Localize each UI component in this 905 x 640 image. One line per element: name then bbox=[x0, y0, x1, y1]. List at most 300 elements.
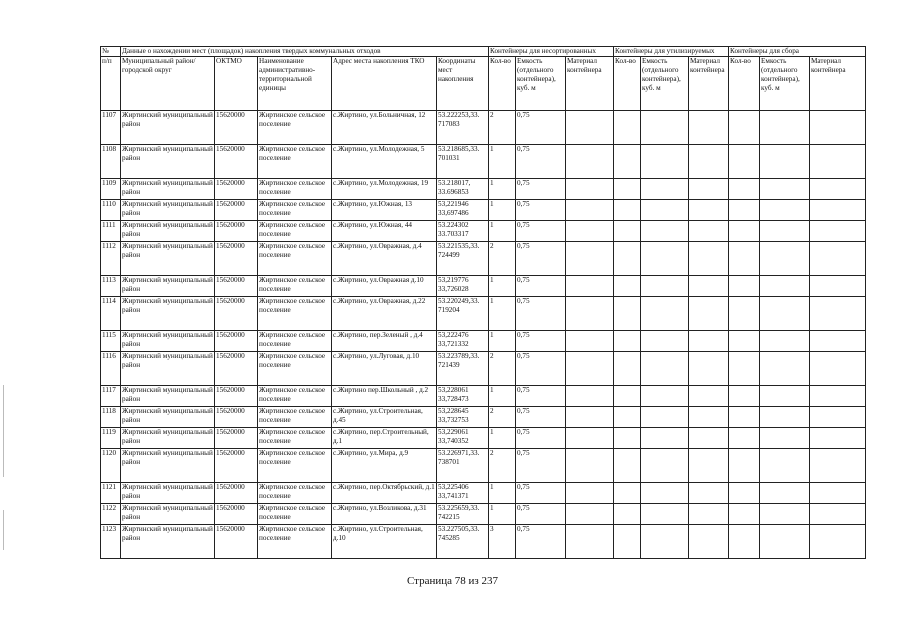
unsorted-material-cell bbox=[566, 449, 614, 483]
recycle-count-cell bbox=[614, 407, 641, 428]
header-unsorted-material: Материал контейнера bbox=[566, 57, 614, 111]
collect-material-cell bbox=[810, 297, 866, 331]
row-number: 1123 bbox=[101, 525, 121, 559]
collect-volume-cell bbox=[760, 242, 810, 276]
recycle-material-cell bbox=[689, 242, 729, 276]
scan-margin-mark bbox=[3, 385, 4, 477]
recycle-volume-cell bbox=[641, 352, 689, 386]
table-row bbox=[101, 504, 866, 525]
recycle-count-cell bbox=[614, 221, 641, 242]
recycle-volume-cell bbox=[641, 504, 689, 525]
unsorted-volume-cell: 0,75 bbox=[516, 504, 566, 525]
coordinates-cell: 53,221946 33,697486 bbox=[437, 200, 489, 221]
header-collect-volume: Емкость (отдельного контейнера), куб. м bbox=[760, 57, 810, 111]
admin-unit-cell: Жиртинское сельское поселение bbox=[258, 504, 332, 525]
table-row bbox=[101, 276, 866, 297]
collect-count-cell bbox=[729, 242, 760, 276]
collect-material-cell bbox=[810, 221, 866, 242]
district-cell: Жиртинский муниципальный район bbox=[121, 200, 215, 221]
address-cell: с.Жиртино, ул.Южная, 13 bbox=[332, 200, 437, 221]
collect-volume-cell bbox=[760, 297, 810, 331]
admin-unit-cell: Жиртинское сельское поселение bbox=[258, 483, 332, 504]
recycle-material-cell bbox=[689, 352, 729, 386]
address-cell: с.Жиртино, ул.Овражная д.10 bbox=[332, 276, 437, 297]
collect-count-cell bbox=[729, 352, 760, 386]
address-cell: с.Жиртино, ул.Молодежная, 5 bbox=[332, 145, 437, 179]
unsorted-count-cell: 1 bbox=[489, 221, 516, 242]
unsorted-material-cell bbox=[566, 242, 614, 276]
admin-unit-cell: Жиртинское сельское поселение bbox=[258, 200, 332, 221]
collect-material-cell bbox=[810, 179, 866, 200]
unsorted-volume-cell: 0,75 bbox=[516, 525, 566, 559]
address-cell: с.Жиртино, ул.Мира, д.9 bbox=[332, 449, 437, 483]
admin-unit-cell: Жиртинское сельское поселение bbox=[258, 145, 332, 179]
unsorted-material-cell bbox=[566, 331, 614, 352]
address-cell: с.Жиртино, ул.Строительная, д.10 bbox=[332, 525, 437, 559]
collect-count-cell bbox=[729, 386, 760, 407]
row-number: 1118 bbox=[101, 407, 121, 428]
header-unsorted-count: Кол-во bbox=[489, 57, 516, 111]
oktmo-cell: 15620000 bbox=[215, 407, 258, 428]
table-row bbox=[101, 111, 866, 145]
collect-material-cell bbox=[810, 242, 866, 276]
unsorted-material-cell bbox=[566, 386, 614, 407]
admin-unit-cell: Жиртинское сельское поселение bbox=[258, 297, 332, 331]
header-row-columns bbox=[101, 57, 866, 111]
collect-material-cell bbox=[810, 276, 866, 297]
unsorted-volume-cell: 0,75 bbox=[516, 331, 566, 352]
recycle-count-cell bbox=[614, 386, 641, 407]
unsorted-volume-cell: 0,75 bbox=[516, 145, 566, 179]
unsorted-count-cell: 2 bbox=[489, 111, 516, 145]
row-number: 1107 bbox=[101, 111, 121, 145]
unsorted-material-cell bbox=[566, 276, 614, 297]
recycle-volume-cell bbox=[641, 428, 689, 449]
recycle-material-cell bbox=[689, 200, 729, 221]
unsorted-material-cell bbox=[566, 145, 614, 179]
unsorted-volume-cell: 0,75 bbox=[516, 386, 566, 407]
unsorted-volume-cell: 0,75 bbox=[516, 449, 566, 483]
table-header bbox=[101, 47, 866, 111]
collect-volume-cell bbox=[760, 352, 810, 386]
recycle-volume-cell bbox=[641, 297, 689, 331]
header-collect-count: Кол-во bbox=[729, 57, 760, 111]
unsorted-volume-cell: 0,75 bbox=[516, 407, 566, 428]
row-number: 1116 bbox=[101, 352, 121, 386]
collect-volume-cell bbox=[760, 200, 810, 221]
header-district: Муниципальный район/городской округ bbox=[121, 57, 215, 111]
row-number: 1121 bbox=[101, 483, 121, 504]
admin-unit-cell: Жиртинское сельское поселение bbox=[258, 407, 332, 428]
recycle-count-cell bbox=[614, 525, 641, 559]
coordinates-cell: 53,228061 33,728473 bbox=[437, 386, 489, 407]
unsorted-material-cell bbox=[566, 504, 614, 525]
recycle-count-cell bbox=[614, 242, 641, 276]
oktmo-cell: 15620000 bbox=[215, 276, 258, 297]
admin-unit-cell: Жиртинское сельское поселение bbox=[258, 352, 332, 386]
collect-count-cell bbox=[729, 111, 760, 145]
address-cell: с.Жиртино, пер.Октябрьский, д.1 bbox=[332, 483, 437, 504]
collect-count-cell bbox=[729, 407, 760, 428]
unsorted-count-cell: 1 bbox=[489, 331, 516, 352]
recycle-count-cell bbox=[614, 504, 641, 525]
oktmo-cell: 15620000 bbox=[215, 200, 258, 221]
unsorted-volume-cell: 0,75 bbox=[516, 297, 566, 331]
coordinates-cell: 53.223789,33. 721439 bbox=[437, 352, 489, 386]
collect-volume-cell bbox=[760, 145, 810, 179]
unsorted-material-cell bbox=[566, 352, 614, 386]
oktmo-cell: 15620000 bbox=[215, 331, 258, 352]
recycle-material-cell bbox=[689, 386, 729, 407]
coordinates-cell: 53.218685,33. 701031 bbox=[437, 145, 489, 179]
row-number: 1108 bbox=[101, 145, 121, 179]
coordinates-cell: 53.225659,33. 742215 bbox=[437, 504, 489, 525]
recycle-count-cell bbox=[614, 428, 641, 449]
recycle-count-cell bbox=[614, 111, 641, 145]
collect-material-cell bbox=[810, 145, 866, 179]
recycle-material-cell bbox=[689, 276, 729, 297]
unsorted-count-cell: 1 bbox=[489, 297, 516, 331]
address-cell: с.Жиртино, ул.Молодежная, 19 bbox=[332, 179, 437, 200]
unsorted-material-cell bbox=[566, 407, 614, 428]
collect-count-cell bbox=[729, 145, 760, 179]
oktmo-cell: 15620000 bbox=[215, 221, 258, 242]
collect-count-cell bbox=[729, 179, 760, 200]
oktmo-cell: 15620000 bbox=[215, 449, 258, 483]
recycle-count-cell bbox=[614, 297, 641, 331]
address-cell: с.Жиртино, пер.Строительный, д.1 bbox=[332, 428, 437, 449]
recycle-volume-cell bbox=[641, 179, 689, 200]
table-row bbox=[101, 331, 866, 352]
recycle-volume-cell bbox=[641, 331, 689, 352]
district-cell: Жиртинский муниципальный район bbox=[121, 407, 215, 428]
coordinates-cell: 53.227505,33. 745285 bbox=[437, 525, 489, 559]
page-number: Страница 78 из 237 bbox=[406, 575, 499, 587]
recycle-volume-cell bbox=[641, 111, 689, 145]
table-row bbox=[101, 179, 866, 200]
collect-material-cell bbox=[810, 525, 866, 559]
recycle-volume-cell bbox=[641, 483, 689, 504]
recycle-material-cell bbox=[689, 525, 729, 559]
coordinates-cell: 53.220249,33. 719204 bbox=[437, 297, 489, 331]
coordinates-cell: 53.226971,33. 738701 bbox=[437, 449, 489, 483]
recycle-volume-cell bbox=[641, 221, 689, 242]
recycle-volume-cell bbox=[641, 145, 689, 179]
collect-count-cell bbox=[729, 449, 760, 483]
admin-unit-cell: Жиртинское сельское поселение bbox=[258, 386, 332, 407]
coordinates-cell: 53.224302 33.703317 bbox=[437, 221, 489, 242]
unsorted-count-cell: 2 bbox=[489, 407, 516, 428]
recycle-volume-cell bbox=[641, 276, 689, 297]
collect-count-cell bbox=[729, 504, 760, 525]
row-number: 1113 bbox=[101, 276, 121, 297]
unsorted-material-cell bbox=[566, 111, 614, 145]
header-recycle-count: Кол-во bbox=[614, 57, 641, 111]
admin-unit-cell: Жиртинское сельское поселение bbox=[258, 276, 332, 297]
coordinates-cell: 53,225406 33,741371 bbox=[437, 483, 489, 504]
recycle-count-cell bbox=[614, 449, 641, 483]
district-cell: Жиртинский муниципальный район bbox=[121, 386, 215, 407]
row-number: 1114 bbox=[101, 297, 121, 331]
unsorted-count-cell: 1 bbox=[489, 428, 516, 449]
collect-material-cell bbox=[810, 386, 866, 407]
district-cell: Жиртинский муниципальный район bbox=[121, 428, 215, 449]
table-row bbox=[101, 145, 866, 179]
unsorted-count-cell: 1 bbox=[489, 200, 516, 221]
header-recycle-material: Материал контейнера bbox=[689, 57, 729, 111]
table-row bbox=[101, 221, 866, 242]
table-row bbox=[101, 428, 866, 449]
collect-material-cell bbox=[810, 352, 866, 386]
collect-material-cell bbox=[810, 407, 866, 428]
address-cell: с.Жиртино, ул.Строительная, д.45 bbox=[332, 407, 437, 428]
unsorted-count-cell: 1 bbox=[489, 276, 516, 297]
collect-count-cell bbox=[729, 297, 760, 331]
recycle-count-cell bbox=[614, 352, 641, 386]
collect-volume-cell bbox=[760, 428, 810, 449]
address-cell: с.Жиртино пер.Школьный , д.2 bbox=[332, 386, 437, 407]
header-oktmo: ОКТМО bbox=[215, 57, 258, 111]
address-cell: с.Жиртино, ул.Овражная, д.22 bbox=[332, 297, 437, 331]
recycle-volume-cell bbox=[641, 407, 689, 428]
unsorted-count-cell: 2 bbox=[489, 449, 516, 483]
row-number: 1119 bbox=[101, 428, 121, 449]
unsorted-material-cell bbox=[566, 483, 614, 504]
district-cell: Жиртинский муниципальный район bbox=[121, 145, 215, 179]
table-row bbox=[101, 242, 866, 276]
address-cell: с.Жиртино, пер.Зеленый , д.4 bbox=[332, 331, 437, 352]
table-row bbox=[101, 449, 866, 483]
admin-unit-cell: Жиртинское сельское поселение bbox=[258, 242, 332, 276]
unsorted-volume-cell: 0,75 bbox=[516, 276, 566, 297]
district-cell: Жиртинский муниципальный район bbox=[121, 331, 215, 352]
unsorted-volume-cell: 0,75 bbox=[516, 221, 566, 242]
header-collect-containers: Контейнеры для сбора bbox=[729, 47, 866, 57]
tko-sites-table bbox=[100, 46, 866, 559]
address-cell: с.Жиртино, ул.Луговая, д.10 bbox=[332, 352, 437, 386]
coordinates-cell: 53.218017, 33.696853 bbox=[437, 179, 489, 200]
unsorted-volume-cell: 0,75 bbox=[516, 483, 566, 504]
unsorted-material-cell bbox=[566, 200, 614, 221]
collect-count-cell bbox=[729, 483, 760, 504]
unsorted-count-cell: 2 bbox=[489, 242, 516, 276]
recycle-material-cell bbox=[689, 483, 729, 504]
collect-volume-cell bbox=[760, 504, 810, 525]
collect-count-cell bbox=[729, 331, 760, 352]
row-number: 1122 bbox=[101, 504, 121, 525]
admin-unit-cell: Жиртинское сельское поселение bbox=[258, 111, 332, 145]
header-address: Адрес места накопления ТКО bbox=[332, 57, 437, 111]
header-admin-unit: Наименование административно-территориальной единицы bbox=[258, 57, 332, 111]
collect-volume-cell bbox=[760, 525, 810, 559]
recycle-volume-cell bbox=[641, 386, 689, 407]
collect-volume-cell bbox=[760, 386, 810, 407]
collect-material-cell bbox=[810, 449, 866, 483]
table-row bbox=[101, 200, 866, 221]
collect-material-cell bbox=[810, 111, 866, 145]
district-cell: Жиртинский муниципальный район bbox=[121, 352, 215, 386]
row-number: 1120 bbox=[101, 449, 121, 483]
table-row bbox=[101, 297, 866, 331]
collect-count-cell bbox=[729, 221, 760, 242]
unsorted-material-cell bbox=[566, 221, 614, 242]
recycle-material-cell bbox=[689, 111, 729, 145]
table-row bbox=[101, 352, 866, 386]
recycle-material-cell bbox=[689, 331, 729, 352]
collect-count-cell bbox=[729, 525, 760, 559]
recycle-count-cell bbox=[614, 483, 641, 504]
recycle-volume-cell bbox=[641, 449, 689, 483]
address-cell: с.Жиртино, ул.Возликова, д.31 bbox=[332, 504, 437, 525]
coordinates-cell: 53,228645 33,732753 bbox=[437, 407, 489, 428]
district-cell: Жиртинский муниципальный район bbox=[121, 221, 215, 242]
recycle-material-cell bbox=[689, 297, 729, 331]
recycle-volume-cell bbox=[641, 242, 689, 276]
admin-unit-cell: Жиртинское сельское поселение bbox=[258, 331, 332, 352]
unsorted-count-cell: 1 bbox=[489, 145, 516, 179]
header-no-sub: п/п bbox=[101, 57, 121, 111]
unsorted-count-cell: 2 bbox=[489, 352, 516, 386]
collect-material-cell bbox=[810, 331, 866, 352]
recycle-count-cell bbox=[614, 331, 641, 352]
coordinates-cell: 53,219776 33,726028 bbox=[437, 276, 489, 297]
address-cell: с.Жиртино, ул.Больничная, 12 bbox=[332, 111, 437, 145]
unsorted-material-cell bbox=[566, 179, 614, 200]
unsorted-volume-cell: 0,75 bbox=[516, 179, 566, 200]
collect-count-cell bbox=[729, 200, 760, 221]
collect-count-cell bbox=[729, 428, 760, 449]
district-cell: Жиртинский муниципальный район bbox=[121, 297, 215, 331]
recycle-material-cell bbox=[689, 221, 729, 242]
unsorted-volume-cell: 0,75 bbox=[516, 428, 566, 449]
coordinates-cell: 53,229061 33,740352 bbox=[437, 428, 489, 449]
district-cell: Жиртинский муниципальный район bbox=[121, 242, 215, 276]
coordinates-cell: 53,222476 33,721332 bbox=[437, 331, 489, 352]
row-number: 1110 bbox=[101, 200, 121, 221]
scan-margin-mark bbox=[3, 510, 4, 550]
row-number: 1109 bbox=[101, 179, 121, 200]
unsorted-volume-cell: 0,75 bbox=[516, 352, 566, 386]
collect-volume-cell bbox=[760, 111, 810, 145]
district-cell: Жиртинский муниципальный район bbox=[121, 179, 215, 200]
unsorted-volume-cell: 0,75 bbox=[516, 111, 566, 145]
header-unsorted-containers: Контейнеры для несортированных bbox=[489, 47, 614, 57]
oktmo-cell: 15620000 bbox=[215, 525, 258, 559]
row-number: 1115 bbox=[101, 331, 121, 352]
header-recycle-volume: Емкость (отдельного контейнера), куб. м bbox=[641, 57, 689, 111]
unsorted-volume-cell: 0,75 bbox=[516, 200, 566, 221]
header-unsorted-volume: Емкость (отдельного контейнера), куб. м bbox=[516, 57, 566, 111]
oktmo-cell: 15620000 bbox=[215, 111, 258, 145]
unsorted-volume-cell: 0,75 bbox=[516, 242, 566, 276]
unsorted-material-cell bbox=[566, 428, 614, 449]
oktmo-cell: 15620000 bbox=[215, 297, 258, 331]
header-recycle-containers: Контейнеры для утилизируемых bbox=[614, 47, 729, 57]
header-collect-material: Материал контейнера bbox=[810, 57, 866, 111]
address-cell: с.Жиртино, ул.Овражная, д.4 bbox=[332, 242, 437, 276]
district-cell: Жиртинский муниципальный район bbox=[121, 525, 215, 559]
header-coordinates: Координаты мест накопления bbox=[437, 57, 489, 111]
recycle-material-cell bbox=[689, 407, 729, 428]
recycle-material-cell bbox=[689, 504, 729, 525]
recycle-material-cell bbox=[689, 179, 729, 200]
collect-material-cell bbox=[810, 504, 866, 525]
collect-volume-cell bbox=[760, 221, 810, 242]
recycle-material-cell bbox=[689, 449, 729, 483]
district-cell: Жиртинский муниципальный район bbox=[121, 483, 215, 504]
table-row bbox=[101, 525, 866, 559]
recycle-count-cell bbox=[614, 145, 641, 179]
header-site-data: Данные о нахождении мест (площадок) накопления твердых коммунальных отходов bbox=[121, 47, 489, 57]
row-number: 1112 bbox=[101, 242, 121, 276]
unsorted-count-cell: 1 bbox=[489, 504, 516, 525]
header-no: № bbox=[101, 47, 121, 57]
address-cell: с.Жиртино, ул.Южная, 44 bbox=[332, 221, 437, 242]
table-row bbox=[101, 483, 866, 504]
document-sheet bbox=[100, 46, 865, 559]
collect-volume-cell bbox=[760, 276, 810, 297]
oktmo-cell: 15620000 bbox=[215, 352, 258, 386]
unsorted-material-cell bbox=[566, 525, 614, 559]
collect-volume-cell bbox=[760, 483, 810, 504]
row-number: 1111 bbox=[101, 221, 121, 242]
admin-unit-cell: Жиртинское сельское поселение bbox=[258, 449, 332, 483]
oktmo-cell: 15620000 bbox=[215, 504, 258, 525]
oktmo-cell: 15620000 bbox=[215, 386, 258, 407]
oktmo-cell: 15620000 bbox=[215, 145, 258, 179]
recycle-count-cell bbox=[614, 200, 641, 221]
district-cell: Жиртинский муниципальный район bbox=[121, 111, 215, 145]
unsorted-count-cell: 1 bbox=[489, 179, 516, 200]
recycle-material-cell bbox=[689, 145, 729, 179]
recycle-volume-cell bbox=[641, 200, 689, 221]
collect-volume-cell bbox=[760, 179, 810, 200]
collect-material-cell bbox=[810, 200, 866, 221]
district-cell: Жиртинский муниципальный район bbox=[121, 276, 215, 297]
oktmo-cell: 15620000 bbox=[215, 179, 258, 200]
oktmo-cell: 15620000 bbox=[215, 242, 258, 276]
recycle-material-cell bbox=[689, 428, 729, 449]
table-body bbox=[101, 111, 866, 559]
recycle-count-cell bbox=[614, 276, 641, 297]
oktmo-cell: 15620000 bbox=[215, 428, 258, 449]
collect-volume-cell bbox=[760, 449, 810, 483]
admin-unit-cell: Жиртинское сельское поселение bbox=[258, 221, 332, 242]
recycle-volume-cell bbox=[641, 525, 689, 559]
unsorted-count-cell: 1 bbox=[489, 386, 516, 407]
unsorted-material-cell bbox=[566, 297, 614, 331]
unsorted-count-cell: 3 bbox=[489, 525, 516, 559]
table-row bbox=[101, 407, 866, 428]
collect-count-cell bbox=[729, 276, 760, 297]
coordinates-cell: 53.222253,33. 717083 bbox=[437, 111, 489, 145]
row-number: 1117 bbox=[101, 386, 121, 407]
oktmo-cell: 15620000 bbox=[215, 483, 258, 504]
header-row-groups bbox=[101, 47, 866, 57]
collect-material-cell bbox=[810, 483, 866, 504]
admin-unit-cell: Жиртинское сельское поселение bbox=[258, 179, 332, 200]
district-cell: Жиртинский муниципальный район bbox=[121, 449, 215, 483]
collect-volume-cell bbox=[760, 407, 810, 428]
unsorted-count-cell: 1 bbox=[489, 483, 516, 504]
coordinates-cell: 53.221535,33. 724499 bbox=[437, 242, 489, 276]
admin-unit-cell: Жиртинское сельское поселение bbox=[258, 428, 332, 449]
table-row bbox=[101, 386, 866, 407]
collect-volume-cell bbox=[760, 331, 810, 352]
district-cell: Жиртинский муниципальный район bbox=[121, 504, 215, 525]
collect-material-cell bbox=[810, 428, 866, 449]
recycle-count-cell bbox=[614, 179, 641, 200]
